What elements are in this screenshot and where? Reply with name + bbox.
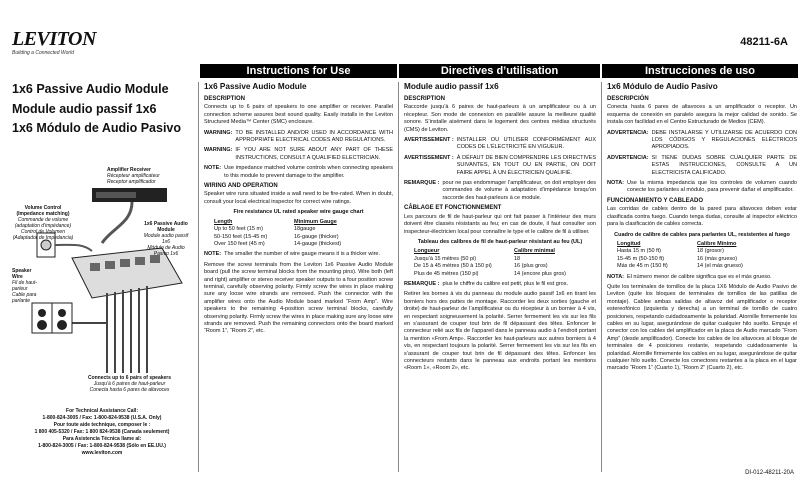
divider: [398, 82, 399, 472]
section-title: Module audio passif 1x6: [404, 82, 499, 91]
title-en: 1x6 Passive Audio Module: [12, 82, 169, 96]
band-french: Directives d’utilisation: [399, 64, 600, 78]
column-french: Module audio passif 1x6 DESCRIPTION Raccorde jusqu’à 6 paires de haut-parleurs à un amplificateur ou à un récepteur. Son mode de connexion en parallèle assure la meilleure qualité sonore. S’installe aisément dans le logement des centres médias structurés (CMS) de Leviton. AVERTISSEMENT : INSTALLER OU UTILISER CONFORMÉMENT AUX CODES DE L’ÉLECTRICITÉ EN VIGUEUR. AVERTISSEMENT : À DÉFAUT DE BIEN COMPRENDRE LES DIRECTIVES SUIVANTES, EN TOUT OU EN PARTIE, ON DOIT FAIRE APPEL À UN ÉLECTRICIEN QUALIFIÉ. REMARQUE : pour ne pas endommager l’amplificateur, on doit employer des commandes de volume à adaptation d’impédance lorsqu’on raccorde des haut-parleurs à ce module. CÂBLAGE ET FONCTIONNEMENT Les parcours de fil de haut-parleur qui ont fait passer à l’intérieur des murs doivent être classés résistants au feu; en cas de doute, il faut consulter son inspecteur-électricien local pour connaître le type et le calibre de fil à utiliser. Tableau des calibres de fil de haut-parleur résistant au feu (UL) Longueur Calibre minimal Jusqu’à 15 mètres (50 pi) 18 De 15 à 45 mètres (50 à 150 pi) 16 (plus gros) Plus de 45 mètres (150 pi) 14 (encore plus gros) REMARQUE : plus le chiffre du calibre est petit, plus le fil est gros. Retirer les bornes à vis du panneau du module audio passif 1x6 en tirant les borniers hors des pattes de montage. Raccorder les deux sorties (gauche et droite) de haut-parleur de l’amplificateur ou du récepteur à un bornier à 4 vis, en respectant soigneusement la polarité. Serrer fermement les vis sur les fils en s’assurant de couper tout brin de fil dépassant des têtes. Enfoncer le connecteur relié aux fils de l’appareil dans le panneau audio à l’endroit portant la mention «From Amp». Raccorder les haut-parleurs aux autres borniers à 4 vis, en respectant toujours la polarité. Serrer fermement les vis sur les fils en s’assurant de couper tout brin de fil dépassant des têtes. Enfoncer les connecteurs restants dans le panneau aux endroits portant les mentions «Room 1», «Room 2», etc.: [404, 82, 596, 372]
title-es: 1x6 Módulo de Audio Pasivo: [12, 121, 182, 135]
wire-gauge-table: Fire resistance UL rated speaker wire gauge chart Length Minimum Gauge Up to 50 feet (15 m) 18gauge 50-150 feet (15-45 m) 16-gauge (thicker) Over 150 feet (45 m) 14-gauge (thickest): [214, 209, 364, 247]
wire-gauge-table: Tableau des calibres de fil de haut-parleur résistant au feu (UL) Longueur Calibre minimal Jusqu’à 15 mètres (50 pi) 18 De 15 à 45 mètres (50 à 150 pi) 16 (plus gros) Plus de 45 mètres (150 pi) 14 (encore plus gros): [414, 238, 583, 277]
column-english: 1x6 Passive Audio Module DESCRIPTION Connects up to 6 pairs of speakers to one amplifier or receiver. Parallel connection scheme assures best sound quality. Easily installs in the Leviton Structured Media™ Center (SMC) enclosure. WARNING: TO BE INSTALLED AND/OR USED IN ACCORDANCE WITH APPROPRIATE ELECTRICAL CODES AND REGULATIONS. WARNING: IF YOU ARE NOT SURE ABOUT ANY PART OF THESE INSTRUCTIONS, CONSULT A QUALIFIED ELECTRICIAN. NOTE: Use impedance matched volume controls when connecting speakers to this module to prevent damage to the amplifier. WIRING AND OPERATION Speaker wire runs situated inside a wall need to be fire-rated. When in doubt, consult your local electrical inspector for correct wire ratings. Fire resistance UL rated speaker wire gauge chart Length Minimum Gauge Up to 50 feet (15 m) 18gauge 50-150 feet (15-45 m) 16-gauge (thicker) Over 150 feet (45 m) 14-gauge (thickest) NOTE: The smaller the number of wire gauge means it is a thicker wire. Remove the screw terminals from the Leviton 1x6 Passive Audio Module board (pull the screw terminal blocks from the mounting pins). Wire both (left and right) amplifier or stereo receiver speaker outputs to a four position screw terminal, carefully observing polarity. Firmly screw the wires in place making sure any loose wire strands are removed. Push the connector with the amplifier wires onto the Audio Module board marked “From Amp”. Wire speakers to the remaining 4-position screw terminal blocks, carefully observing polarity. Firmly screw the wires in place making sure any loose wire strands are removed. Push the remaining connectors onto the board marked “Room 1”, “Room 2”, etc.: [204, 82, 393, 335]
label-amplifier: Amplifier Receiver Récepteur amplificateur Receptor amplificador: [107, 167, 160, 185]
brand-tagline: Building a Connected World: [12, 50, 74, 56]
product-titles: [12, 82, 197, 141]
band-spanish: Instrucciones de uso: [602, 64, 798, 78]
band-english: Instructions for Use: [200, 64, 397, 78]
website[interactable]: www.leviton.com: [81, 450, 123, 456]
label-speaker-wire: Speaker Wire Fil de haut-parleur Cable para parlante: [12, 268, 38, 304]
document-number: 48211-6A: [740, 36, 788, 48]
section-title: 1x6 Passive Audio Module: [204, 82, 307, 91]
title-fr: Module audio passif 1x6: [12, 101, 157, 116]
wiring-diagram: [12, 163, 192, 393]
label-volume-control: Volume Control (Impedance matching) Commande de volume (adaptation d'impédance) Control de Volumen (Adaptador de Impedancia): [12, 205, 74, 241]
footer-code: DI-012-48211-20A: [745, 470, 794, 476]
speaker-icon: [32, 303, 72, 333]
technical-assistance: For Technical Assistance Call: 1-800-824-3005 / Fax: 1-800-824-9538 (U.S.A. Only) Pour toute aide technique, composer le : 1 800 405-5320 / Fax: 1 800 824-9538 (Canada seulement) Para Asistencia Técnica llame al: 1-800-824-3005 / Fax: 1-800-824-9538 (Sólo en EE.UU.) www.leviton.com: [12, 408, 192, 457]
divider: [601, 82, 602, 472]
section-title: 1x6 Módulo de Audio Pasivo: [607, 82, 718, 91]
label-module: 1x6 Passive Audio Module Module audio passif 1x6 Módulo de Audio Pasivo 1x6: [143, 221, 189, 257]
column-spanish: 1x6 Módulo de Audio Pasivo DESCRIPCIÓN Conecta hasta 6 pares de altavoces a un amplificador o receptor. Un esquema de conexión en paralelo asegura la mejor calidad de sonido. Se instala con facilidad en el Centro Estructurado de Medios (CEM). ADVERTENCIA: DEBE INSTALARSE Y UTILIZARSE DE ACUERDO CON LOS CÓDIGOS Y REGULACIONES ELÉCTRICOS APROPIADOS. ADVERTENCIA: SI TIENE DUDAS SOBRE CUALQUIER PARTE DE ESTAS INSTRUCCIONES, CONSULTE A UN ELECTRICISTA CALIFICADO. NOTA: Use la misma impedancia que los controles de volumen cuando conecte los parlantes al módulo, para prevenir dañar el amplificador. FUNCIONAMIENTO Y CABLEADO Las corridas de cables dentro de la pared para altavoces deben estar clasificada contra fuego. Cuando tenga dudas, consulte al inspector eléctrico para la clasificación de cables correcta. Cuadro de calibre de cables para parlantes UL, resistentes al fuego Longitud Calibre Mínimo Hasta 15 m (50 ft) 18 (grosor) 15-45 m (50-150 ft) 16 (más grueso) Más de 45 m (150 ft) 14 (el más grueso) NOTA: El número menor de calibre significa que es el más grueso. Quite los terminales de tornillos de la placa 1X6 Módulo de Audio Pasivo de Leviton (quite los bloques de terminales de tornillos de las patillas de montaje). Cablee ambas salidas de altavoz del amplificador o receptor estereofónico (izquierda y derecha) a un terminal de tornillo de cuatro posiciones, respetando cuidadosamente la polaridad. Atornille firmemente los cables en su lugar, asegurándose de quitar cualquier hilo suelto. Empuje el conector con los cables del amplificador en la placa de Audio marcado “From Amp” (desde amplificador). Conecte los cables de los altavoces al bloque de terminales de 4 posiciones restante, respetando cuidadosamente la polaridad. Atornille firmemente los cables en su lugar, asegurándose de quitar cualquier hilo suelto. Conecte los conectores restantes a la placa en el lugar marcado “Room 1” (Cuarto 1), “Room 2” (Cuarto 2), etc.: [607, 82, 797, 372]
leviton-logo: [12, 29, 104, 56]
wire-gauge-table: Cuadro de calibre de cables para parlantes UL, resistentes al fuego Longitud Calibre Mínimo Hasta 15 m (50 ft) 18 (grosor) 15-45 m (50-150 ft) 16 (más grueso) Más de 45 m (150 ft) 14 (el más grueso): [614, 231, 790, 270]
label-connects: Connects up to 6 pairs of speakers Jusqu'à 6 paires de haut-parleur Conecta hasta 6 pares de altavoces: [87, 375, 172, 393]
divider: [198, 82, 199, 472]
brand-name: LEVITON: [12, 28, 96, 50]
